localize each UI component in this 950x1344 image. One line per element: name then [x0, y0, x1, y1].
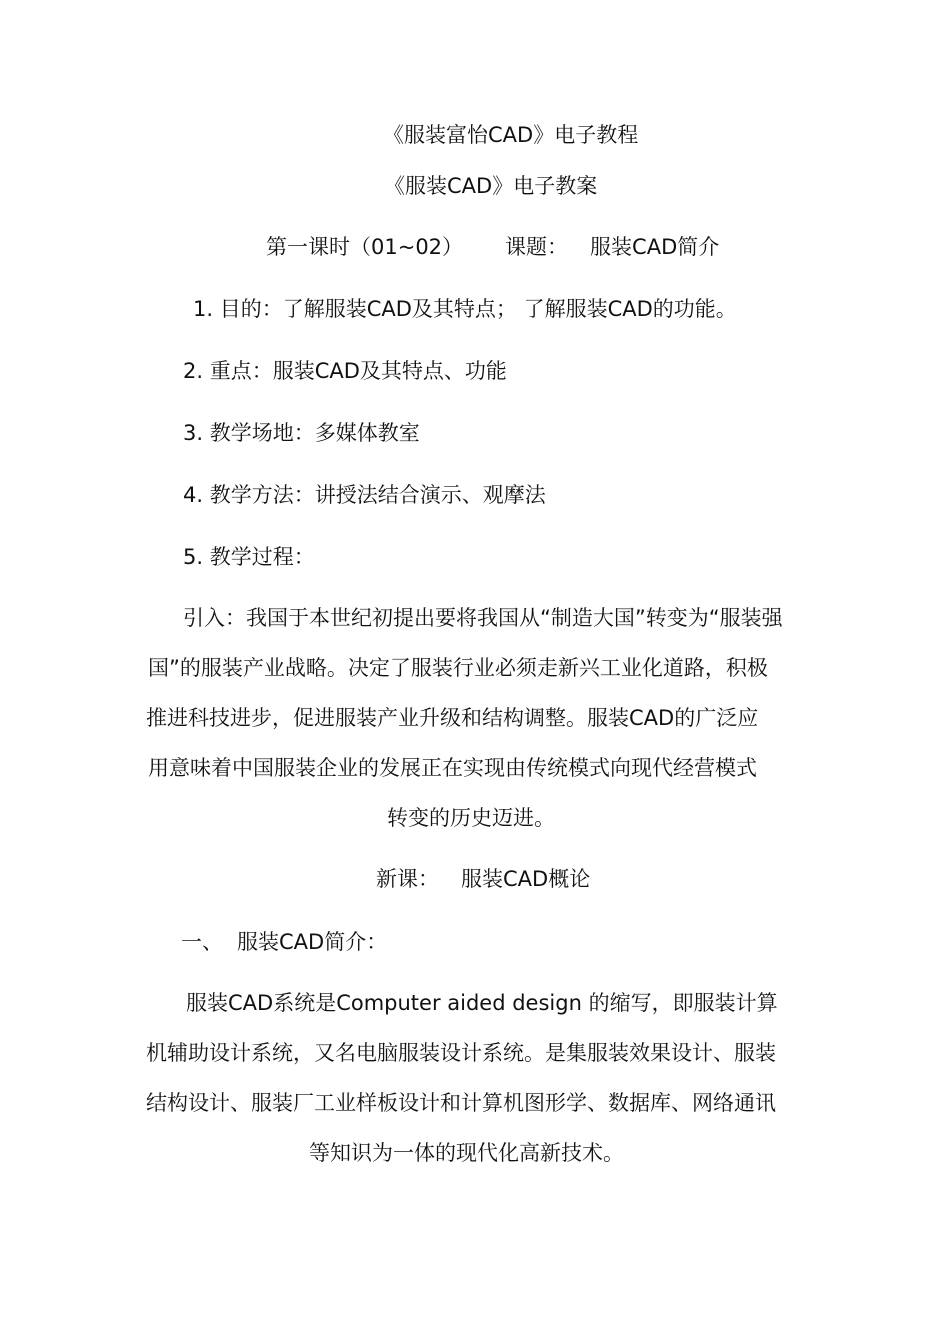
section-one-heading — [181, 928, 387, 956]
intro-line: 用意味着中国服装企业的发展正在实现由传统模式向现代经营模式 — [148, 756, 757, 780]
item-venue: 3. 教学场地：多媒体教室 — [183, 421, 420, 445]
lesson-topic-label: 课题： — [505, 235, 569, 259]
intro-line: 国”的服装产业战略。决定了服装行业必须走新兴工业化道路，积极 — [148, 656, 768, 680]
section-one-title: 服装CAD简介： — [237, 930, 388, 954]
intro-line: 推进科技进步，促进服装产业升级和结构调整。服装CAD的广泛应 — [146, 706, 759, 730]
definition-line: 机辅助设计系统，又名电脑服装设计系统。是集服装效果设计、服装 — [146, 1041, 776, 1065]
lesson-period: 第一课时（01~02） — [266, 235, 464, 259]
lesson-heading — [266, 233, 719, 261]
new-lesson-heading — [376, 865, 590, 893]
definition-line: 服装CAD系统是Computer aided design 的缩写，即服装计算 — [186, 991, 778, 1015]
item-objective: 1. 目的：了解服装CAD及其特点； 了解服装CAD的功能。 — [193, 297, 737, 321]
section-one-number: 一、 — [181, 930, 223, 954]
item-process: 5. 教学过程： — [183, 545, 315, 569]
item-focus: 2. 重点：服装CAD及其特点、功能 — [183, 359, 507, 383]
new-lesson-label: 新课： — [376, 867, 439, 891]
new-lesson-title: 服装CAD概论 — [461, 867, 591, 891]
definition-line: 结构设计、服装厂工业样板设计和计算机图形学、数据库、网络通讯 — [146, 1091, 776, 1115]
lesson-topic: 服装CAD简介 — [590, 235, 720, 259]
definition-line: 等知识为一体的现代化高新技术。 — [309, 1141, 624, 1165]
intro-line: 引入：我国于本世纪初提出要将我国从“制造大国”转变为“服装强 — [183, 606, 783, 630]
item-method: 4. 教学方法：讲授法结合演示、观摩法 — [183, 483, 546, 507]
tutorial-title: 《服装富怡CAD》电子教程 — [383, 123, 639, 147]
lesson-plan-title: 《服装CAD》电子教案 — [384, 174, 598, 198]
intro-line: 转变的历史迈进。 — [387, 806, 555, 830]
